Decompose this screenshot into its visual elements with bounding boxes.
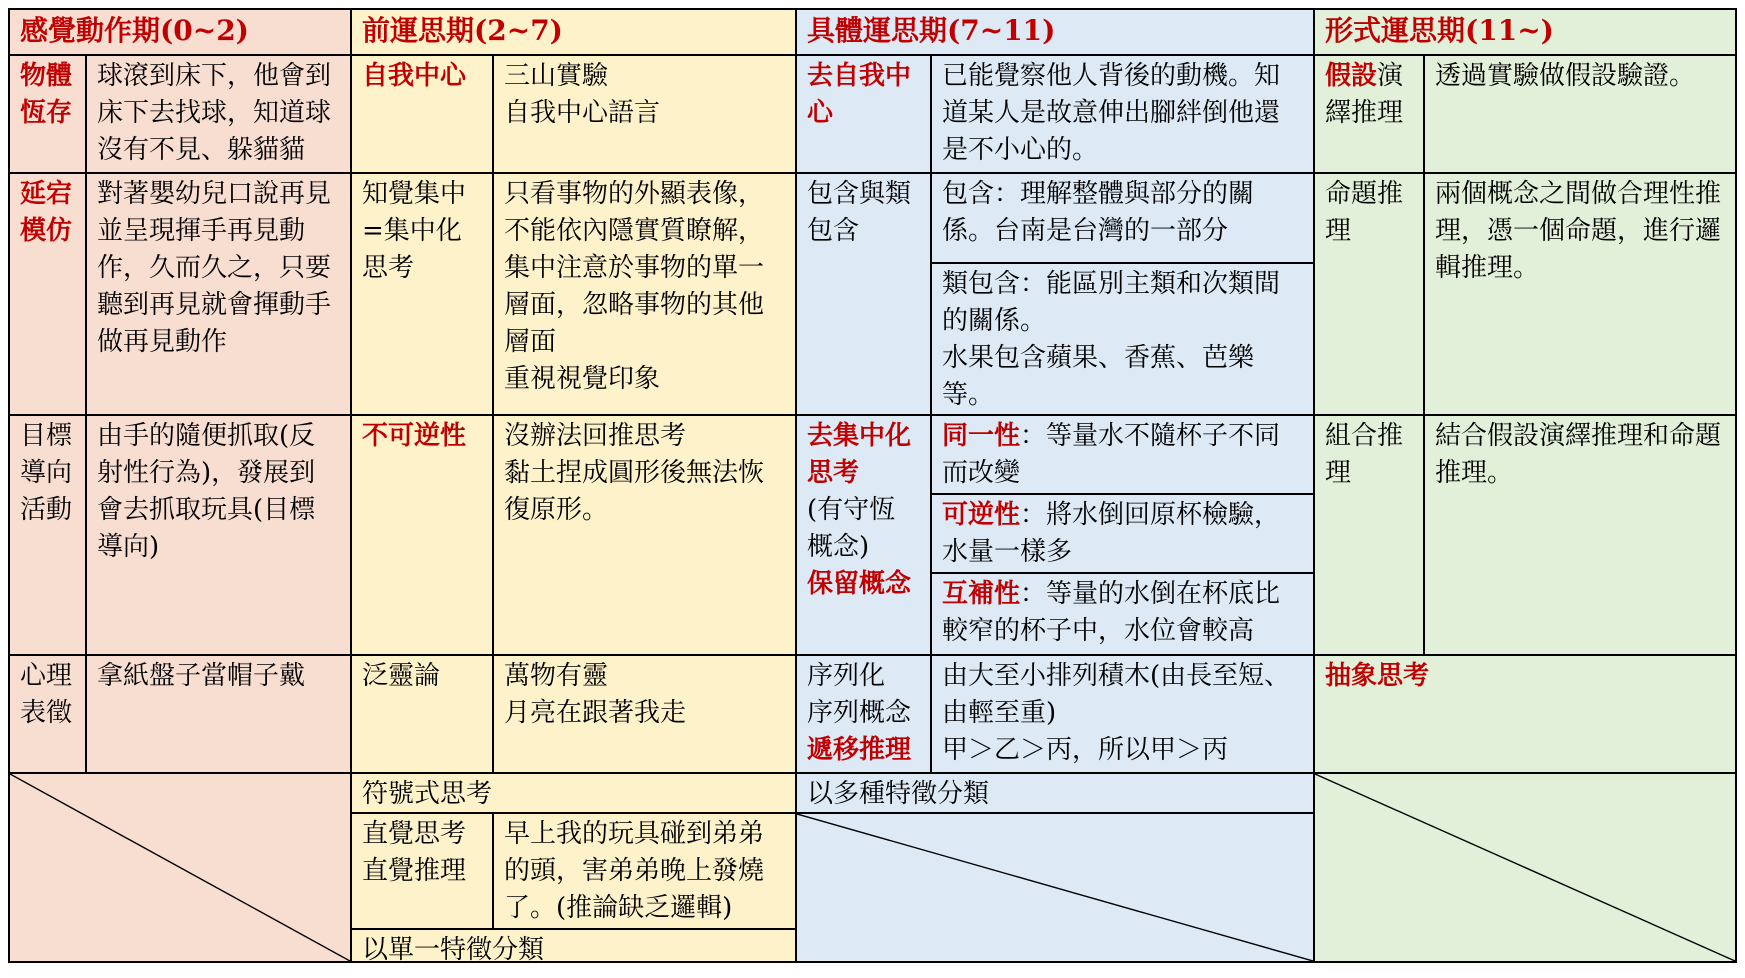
empty-cell-formal [1315,774,1735,961]
content-line: 水果包含蘋果、香蕉、芭樂等。 [942,343,1255,410]
label-deferred-imitation: 延宕模仿 [10,174,85,414]
content-symbolic-thinking: 符號式思考 [352,774,795,812]
preoperational-bottom-group [352,774,795,961]
piaget-stages-table [8,8,1737,963]
content-line: 月亮在跟著我走 [504,698,687,728]
content-line: 甲＞乙＞丙，所以甲＞丙 [942,735,1229,765]
content-identity [932,416,1313,493]
content-goal-directed-activity: 由手的隨便抓取(反射性行為)，發展到會去抓取玩具(目標導向) [87,416,350,654]
content-line: 三山實驗 [504,61,609,91]
content-combinatorial-reasoning: 結合假設演繹推理和命題推理。 [1425,416,1735,654]
empty-cell-sensorimotor [10,774,350,961]
label-combinatorial-reasoning: 組合推理 [1315,416,1423,654]
content-reversibility [932,495,1313,572]
term-description: ：等量的水倒在杯底比較窄的杯子中，水位會較高 [942,579,1281,646]
content-line: 類包含：能區別主類和次類間的關係。 [942,269,1281,336]
content-line: 重視視覺印象 [504,364,661,394]
content-line: 自我中心語言 [504,98,661,128]
label-line: 直覺推理 [362,856,467,886]
content-propositional-reasoning: 兩個概念之間做合理性推理，憑一個命題，進行邏輯推理。 [1425,174,1735,414]
label-conservation-note: (有守恆概念) [807,495,896,562]
label-red-part: 假設 [1325,61,1378,91]
content-line: 黏土捏成圓形後無法恢復原形。 [504,458,765,525]
content-class-inclusion [932,264,1313,414]
content-conservation-group [932,416,1313,654]
label-line: 直覺思考 [362,819,467,849]
label-seriation-concept: 序列概念 [807,698,912,728]
diagonal-line [797,814,1313,961]
header-sensorimotor: 感覺動作期(0~2) [10,10,350,54]
content-centration [494,174,795,414]
label-propositional-reasoning: 命題推理 [1315,174,1423,414]
header-preoperational: 前運思期(2~7) [352,10,795,54]
label-seriation: 序列化 [807,661,886,691]
label-black-part: 演繹推理 [1325,61,1404,128]
content-line: 萬物有靈 [504,661,609,691]
label-inclusion-class-inclusion: 包含與類包含 [797,174,930,414]
term: 可逆性 [942,500,1021,530]
content-seriation-transitive [932,656,1313,772]
label-goal-directed-activity: 目標導向活動 [10,416,85,654]
label-abstract-thinking: 抽象思考 [1315,656,1735,772]
content-decentration-of-self: 已能覺察他人背後的動機。知道某人是故意伸出腳絆倒他還是不小心的。 [932,56,1313,172]
label-object-permanence: 物體恆存 [10,56,85,172]
label-decentration-conservation [797,416,930,654]
term: 互補性 [942,579,1021,609]
content-compensation [932,574,1313,654]
content-deferred-imitation: 對著嬰幼兒口說再見並呈現揮手再見動作，久而久之，只要聽到再見就會揮動手做再見動作 [87,174,350,414]
diagonal-line [1315,774,1735,961]
header-concrete-operational: 具體運思期(7~11) [797,10,1313,54]
label-conservation-concept: 保留概念 [807,569,912,599]
content-inclusion: 包含：理解整體與部分的關係。台南是台灣的一部分 [932,174,1313,262]
term-description: ：等量水不隨杯子不同而改變 [942,421,1281,488]
label-decentered-thinking: 去集中化思考 [807,421,912,488]
label-egocentrism: 自我中心 [352,56,492,172]
content-hypothetico-deductive: 透過實驗做假設驗證。 [1425,56,1735,172]
content-inclusion-group [932,174,1313,414]
label-hypothetico-deductive [1315,56,1423,172]
content-line: 只看事物的外顯表像，不能依內隱實質瞭解，集中注意於事物的單一層面，忽略事物的其他層面 [504,179,765,357]
label-seriation-transitive [797,656,930,772]
content-multi-feature-classification: 以多種特徵分類 [797,774,1313,812]
label-irreversibility: 不可逆性 [352,416,492,654]
term: 同一性 [942,421,1021,451]
label-decentration-of-self: 去自我中心 [797,56,930,172]
content-object-permanence: 球滾到床下，他會到床下去找球，知道球沒有不見、躲貓貓 [87,56,350,172]
label-transitive-inference: 遞移推理 [807,735,912,765]
content-single-feature-classification: 以單一特徵分類 [352,930,795,961]
content-mental-representation: 拿紙盤子當帽子戴 [87,656,350,772]
content-line: 沒辦法回推思考 [504,421,687,451]
label-animism: 泛靈論 [352,656,492,772]
label-mental-representation: 心理表徵 [10,656,85,772]
empty-cell-concrete [797,814,1313,961]
content-animism [494,656,795,772]
content-irreversibility [494,416,795,654]
content-egocentrism [494,56,795,172]
content-intuitive-thinking: 早上我的玩具碰到弟弟的頭，害弟弟晚上發燒了。(推論缺乏邏輯) [494,814,795,928]
diagonal-line [10,774,350,961]
label-centration: 知覺集中=集中化思考 [352,174,492,414]
label-intuitive-thinking [352,814,492,928]
concrete-bottom-group [797,774,1313,961]
term-description: ：將水倒回原杯檢驗，水量一樣多 [942,500,1281,567]
content-line: 由大至小排列積木(由長至短、由輕至重) [942,661,1291,728]
header-formal-operational: 形式運思期(11~) [1315,10,1735,54]
